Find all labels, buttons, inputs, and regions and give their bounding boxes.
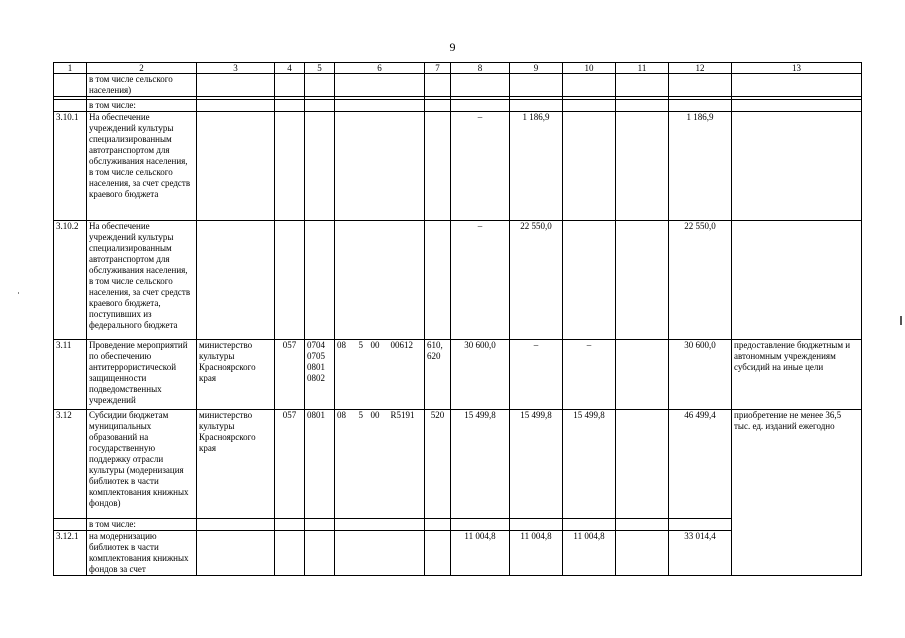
cell-col9: 1 186,9 [510, 112, 563, 221]
cell-col8: 11 004,8 [451, 531, 510, 576]
header-cell: 2 [87, 63, 197, 74]
cell-col6-c: 00 [369, 340, 389, 410]
cell-col6-b: 5 [357, 410, 369, 519]
cell-col8: – [451, 221, 510, 340]
cell-col12: 46 499,4 [669, 410, 732, 519]
row-ministry: министерство культуры Красноярского края [197, 340, 275, 410]
header-cell: 3 [197, 63, 275, 74]
cell-col4: 057 [275, 410, 305, 519]
cell-col7: 610, 620 [425, 340, 451, 410]
cell-col9: – [510, 340, 563, 410]
header-cell: 5 [305, 63, 335, 74]
cell-col5: 0704 0705 0801 0802 [305, 340, 335, 410]
cell-col9: 15 499,8 [510, 410, 563, 519]
table-row [54, 112, 862, 221]
row-name: на модернизацию библиотек в части комплектования книжных фондов за счет [87, 531, 197, 576]
header-cell: 11 [616, 63, 669, 74]
cell-col12: 33 014,4 [669, 531, 732, 576]
table-row [54, 221, 862, 340]
cell-col13: приобретение не менее 36,5 тыс. ед. изданий ежегодно [732, 410, 862, 576]
header-cell: 6 [335, 63, 425, 74]
cell-col9: 11 004,8 [510, 531, 563, 576]
header-cell: 9 [510, 63, 563, 74]
row-id: 3.10.2 [54, 221, 87, 340]
row-name: Проведение мероприятий по обеспечению антитеррористической защищенности подведомственных учреждений [87, 340, 197, 410]
header-cell: 12 [669, 63, 732, 74]
cell-col7: 520 [425, 410, 451, 519]
table-row [54, 100, 862, 112]
page-number: 9 [449, 40, 456, 54]
cell-col8: 30 600,0 [451, 340, 510, 410]
cell-col6-d: 00612 [389, 340, 425, 410]
header-cell: 4 [275, 63, 305, 74]
cell-col10: 15 499,8 [563, 410, 616, 519]
header-cell: 13 [732, 63, 862, 74]
row-name: На обеспечение учреждений культуры специализированным автотранспортом для обслуживания населения, в том числе сельского населения, за счет средств краевого бюджета, поступивших из федерального бюджета [87, 221, 197, 340]
cell-col10: 11 004,8 [563, 531, 616, 576]
row-name: в том числе: [87, 100, 197, 112]
cell-col9: 22 550,0 [510, 221, 563, 340]
cell-col4: 057 [275, 340, 305, 410]
table-row [54, 74, 862, 97]
header-cell: 7 [425, 63, 451, 74]
row-name: в том числе: [87, 519, 197, 531]
row-id: 3.10.1 [54, 112, 87, 221]
cell-col12: 1 186,9 [669, 112, 732, 221]
cell-col6-d: R5191 [389, 410, 425, 519]
cell-col10: – [563, 340, 616, 410]
budget-table [53, 62, 862, 576]
row-name: На обеспечение учреждений культуры специализированным автотранспортом для обслуживания населения, в том числе сельского населения, за счет средств краевого бюджета [87, 112, 197, 221]
table-row [54, 340, 862, 410]
row-ministry: министерство культуры Красноярского края [197, 410, 275, 519]
table-row [54, 410, 862, 519]
row-id: 3.11 [54, 340, 87, 410]
scan-mark [900, 316, 902, 325]
row-id: 3.12.1 [54, 531, 87, 576]
header-cell: 10 [563, 63, 616, 74]
cell-col5: 0801 [305, 410, 335, 519]
cell-col8: – [451, 112, 510, 221]
cell-col6-c: 00 [369, 410, 389, 519]
cell-col6-a: 08 [335, 340, 357, 410]
scan-dot [18, 292, 19, 294]
cell-col6-b: 5 [357, 340, 369, 410]
cell-col13: предоставление бюджетным и автономным учреждениям субсидий на иные цели [732, 340, 862, 410]
cell-col12: 22 550,0 [669, 221, 732, 340]
header-cell: 1 [54, 63, 87, 74]
cell-col8: 15 499,8 [451, 410, 510, 519]
header-cell: 8 [451, 63, 510, 74]
cell-col6-a: 08 [335, 410, 357, 519]
row-name: Субсидии бюджетам муниципальных образований на государственную поддержку отрасли культуры (модернизация библиотек в части комплектования книжных фондов) [87, 410, 197, 519]
header-row [54, 63, 862, 74]
cell-col12: 30 600,0 [669, 340, 732, 410]
row-id: 3.12 [54, 410, 87, 519]
row-name: в том числе сельского населения) [87, 74, 197, 97]
